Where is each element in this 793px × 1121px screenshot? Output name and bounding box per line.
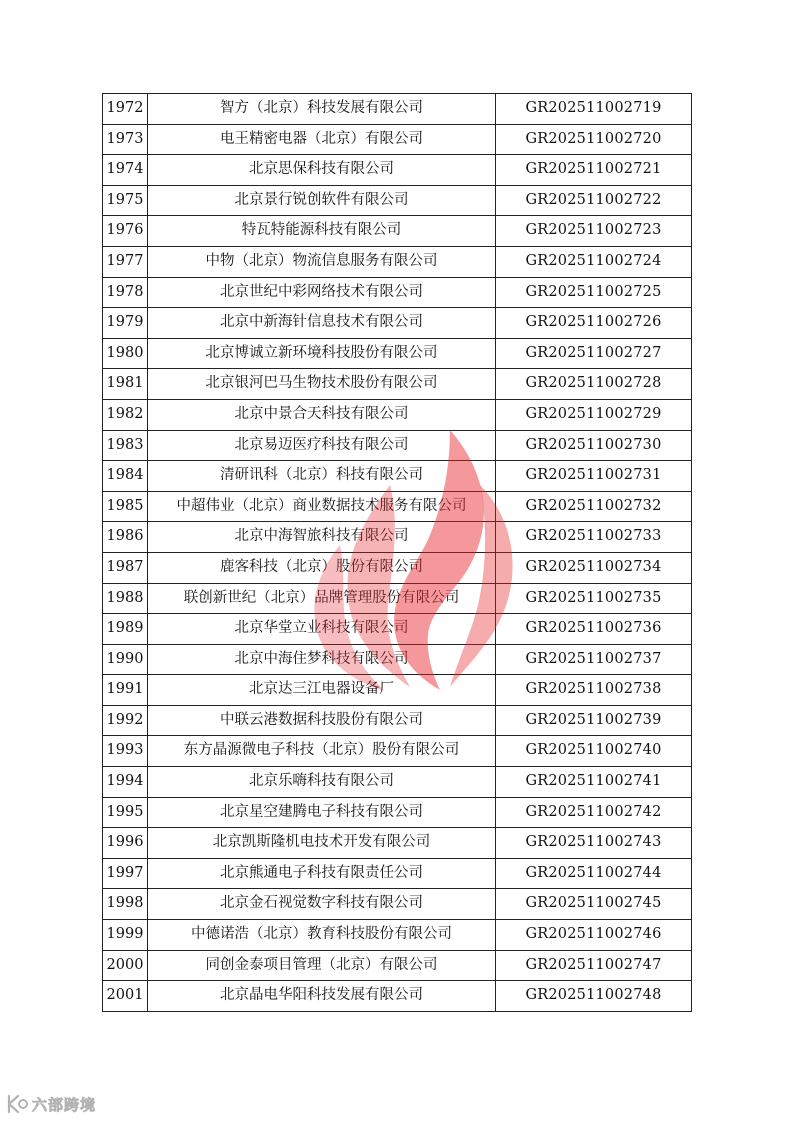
company-name: 北京晶电华阳科技发展有限公司	[148, 981, 496, 1012]
table-row	[103, 583, 692, 614]
table-row	[103, 736, 692, 767]
certificate-code: GR202511002746	[496, 920, 692, 951]
company-name: 中联云港数据科技股份有限公司	[148, 705, 496, 736]
table-row	[103, 889, 692, 920]
company-name: 北京银河巴马生物技术股份有限公司	[148, 369, 496, 400]
table-row	[103, 94, 692, 125]
table-row	[103, 369, 692, 400]
row-number: 1978	[103, 277, 148, 308]
row-number: 1986	[103, 522, 148, 553]
table-row	[103, 981, 692, 1012]
company-name: 北京中新海针信息技术有限公司	[148, 308, 496, 339]
certificate-code: GR202511002723	[496, 216, 692, 247]
certificate-code: GR202511002732	[496, 491, 692, 522]
certificate-code: GR202511002736	[496, 614, 692, 645]
row-number: 1999	[103, 920, 148, 951]
certificate-code: GR202511002742	[496, 797, 692, 828]
certificate-code: GR202511002743	[496, 828, 692, 859]
table-row	[103, 277, 692, 308]
certificate-table	[102, 93, 692, 1012]
row-number: 1996	[103, 828, 148, 859]
certificate-code: GR202511002728	[496, 369, 692, 400]
k-logo-icon	[6, 1094, 28, 1114]
certificate-code: GR202511002748	[496, 981, 692, 1012]
certificate-code: GR202511002725	[496, 277, 692, 308]
table-row	[103, 461, 692, 492]
certificate-code: GR202511002719	[496, 94, 692, 125]
row-number: 1998	[103, 889, 148, 920]
row-number: 1976	[103, 216, 148, 247]
certificate-code: GR202511002741	[496, 767, 692, 798]
table-row	[103, 552, 692, 583]
row-number: 1979	[103, 308, 148, 339]
row-number: 1987	[103, 552, 148, 583]
certificate-code: GR202511002721	[496, 155, 692, 186]
company-name: 北京凯斯隆机电技术开发有限公司	[148, 828, 496, 859]
table-row	[103, 705, 692, 736]
company-name: 北京中海智旅科技有限公司	[148, 522, 496, 553]
row-number: 1995	[103, 797, 148, 828]
corner-logo-text: 六部跨境	[32, 1095, 97, 1114]
certificate-code: GR202511002737	[496, 644, 692, 675]
certificate-code: GR202511002727	[496, 338, 692, 369]
certificate-code: GR202511002744	[496, 858, 692, 889]
company-name: 北京思保科技有限公司	[148, 155, 496, 186]
row-number: 1981	[103, 369, 148, 400]
table-row	[103, 858, 692, 889]
row-number: 1980	[103, 338, 148, 369]
certificate-code: GR202511002747	[496, 950, 692, 981]
certificate-code: GR202511002740	[496, 736, 692, 767]
company-name: 电王精密电器（北京）有限公司	[148, 124, 496, 155]
certificate-code: GR202511002745	[496, 889, 692, 920]
table-row	[103, 675, 692, 706]
row-number: 1989	[103, 614, 148, 645]
company-name: 智方（北京）科技发展有限公司	[148, 94, 496, 125]
certificate-code: GR202511002726	[496, 308, 692, 339]
row-number: 1992	[103, 705, 148, 736]
company-name: 北京华堂立业科技有限公司	[148, 614, 496, 645]
certificate-code: GR202511002739	[496, 705, 692, 736]
company-name: 鹿客科技（北京）股份有限公司	[148, 552, 496, 583]
company-name: 中德诺浩（北京）教育科技股份有限公司	[148, 920, 496, 951]
corner-logo	[6, 1094, 96, 1114]
company-name: 同创金泰项目管理（北京）有限公司	[148, 950, 496, 981]
row-number: 1993	[103, 736, 148, 767]
table-row	[103, 185, 692, 216]
row-number: 1994	[103, 767, 148, 798]
company-name: 北京乐嗨科技有限公司	[148, 767, 496, 798]
table-row	[103, 644, 692, 675]
table-row	[103, 767, 692, 798]
table-row	[103, 338, 692, 369]
table-row	[103, 491, 692, 522]
certificate-code: GR202511002735	[496, 583, 692, 614]
company-name: 中物（北京）物流信息服务有限公司	[148, 246, 496, 277]
table-row	[103, 216, 692, 247]
certificate-code: GR202511002720	[496, 124, 692, 155]
company-name: 北京熊通电子科技有限责任公司	[148, 858, 496, 889]
certificate-code: GR202511002724	[496, 246, 692, 277]
row-number: 2001	[103, 981, 148, 1012]
table-row	[103, 614, 692, 645]
company-name: 特瓦特能源科技有限公司	[148, 216, 496, 247]
certificate-code: GR202511002722	[496, 185, 692, 216]
table-row	[103, 430, 692, 461]
row-number: 1983	[103, 430, 148, 461]
certificate-code: GR202511002731	[496, 461, 692, 492]
company-name: 北京景行锐创软件有限公司	[148, 185, 496, 216]
table-row	[103, 399, 692, 430]
company-name: 北京博诚立新环境科技股份有限公司	[148, 338, 496, 369]
company-name: 中超伟业（北京）商业数据技术服务有限公司	[148, 491, 496, 522]
company-name: 北京达三江电器设备厂	[148, 675, 496, 706]
row-number: 1982	[103, 399, 148, 430]
table-row	[103, 950, 692, 981]
row-number: 1988	[103, 583, 148, 614]
table-row	[103, 246, 692, 277]
company-name: 北京中海住梦科技有限公司	[148, 644, 496, 675]
row-number: 1985	[103, 491, 148, 522]
company-name: 联创新世纪（北京）品牌管理股份有限公司	[148, 583, 496, 614]
row-number: 2000	[103, 950, 148, 981]
row-number: 1972	[103, 94, 148, 125]
company-name: 东方晶源微电子科技（北京）股份有限公司	[148, 736, 496, 767]
table-row	[103, 828, 692, 859]
row-number: 1975	[103, 185, 148, 216]
row-number: 1984	[103, 461, 148, 492]
certificate-code: GR202511002734	[496, 552, 692, 583]
table-row	[103, 522, 692, 553]
certificate-code: GR202511002733	[496, 522, 692, 553]
table-row	[103, 920, 692, 951]
company-name: 清研讯科（北京）科技有限公司	[148, 461, 496, 492]
row-number: 1973	[103, 124, 148, 155]
company-name: 北京星空建腾电子科技有限公司	[148, 797, 496, 828]
table-body	[103, 94, 692, 1012]
table-row	[103, 308, 692, 339]
row-number: 1997	[103, 858, 148, 889]
table-row	[103, 797, 692, 828]
company-name: 北京易迈医疗科技有限公司	[148, 430, 496, 461]
row-number: 1974	[103, 155, 148, 186]
row-number: 1977	[103, 246, 148, 277]
table-row	[103, 155, 692, 186]
certificate-code: GR202511002729	[496, 399, 692, 430]
company-name: 北京中景合天科技有限公司	[148, 399, 496, 430]
row-number: 1991	[103, 675, 148, 706]
certificate-code: GR202511002738	[496, 675, 692, 706]
company-name: 北京金石视觉数字科技有限公司	[148, 889, 496, 920]
company-name: 北京世纪中彩网络技术有限公司	[148, 277, 496, 308]
table-row	[103, 124, 692, 155]
certificate-code: GR202511002730	[496, 430, 692, 461]
row-number: 1990	[103, 644, 148, 675]
